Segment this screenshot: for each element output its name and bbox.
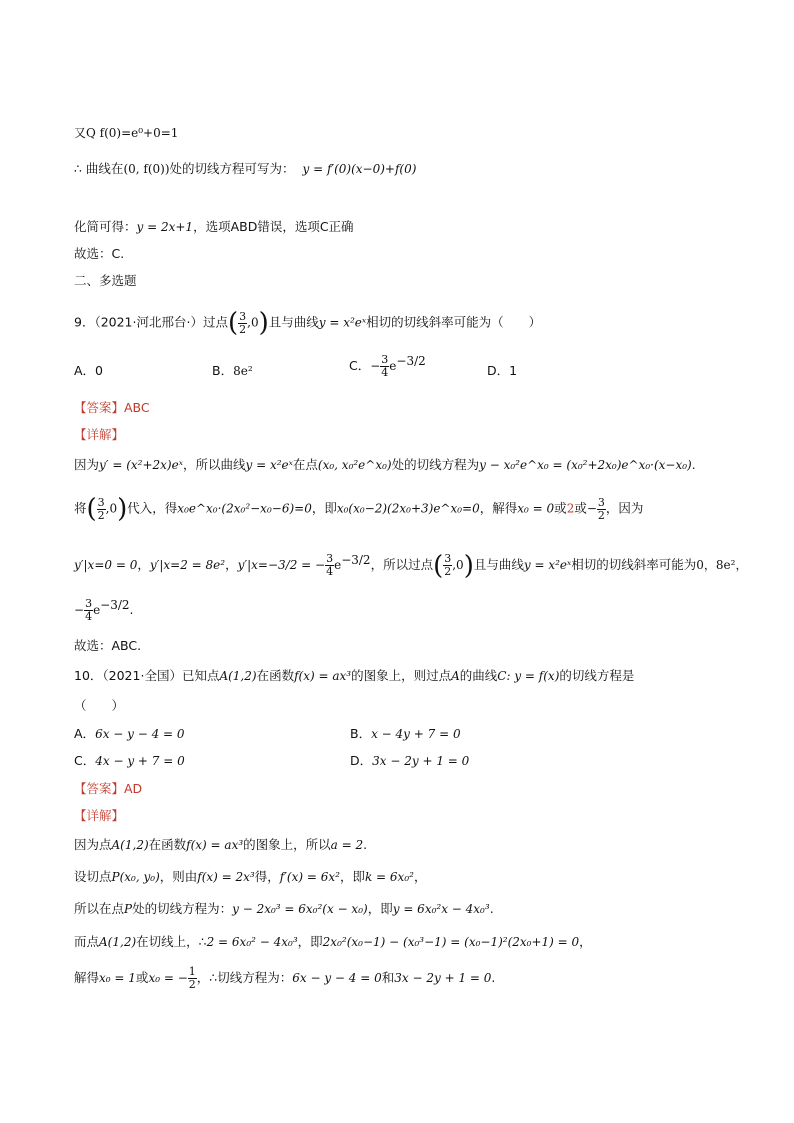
q10-option-d: D．3x − 2y + 1 = 0	[350, 753, 470, 768]
q10-step-5: 解得x₀ = 1或x₀ = − $\frac{1}{2}$ ，∴切线方程为：6x − y − 4 = 0和3x − 2y + 1 = 0.	[74, 965, 496, 991]
q9-step-1: 因为y′ = (x²+2x)eˣ，所以曲线y = x²eˣ在点(x₀, x₀²e^x₀)处的切线方程为y − x₀²e^x₀ = (x₀²+2x₀)e^x₀·(x−x₀).	[74, 457, 696, 472]
q9-step-3: y′|x=0 = 0，y′|x=2 = 8e²，y′|x=−3/2 = − $\frac{3}{4}$ $e^{-3/2}$，所以过点( $\frac{3}{2}$ ,0)且与曲线y = x²eˣ相切的切线斜率可能为0，8e²，	[74, 550, 748, 581]
line-3: 化简可得：y = 2x+1，选项ABD错误，选项C正确	[74, 219, 354, 234]
q10-detail-label: 【详解】	[74, 808, 125, 823]
q10-step-4: 而点A(1,2)在切线上，∴2 = 6x₀² − 4x₀³，即2x₀²(x₀−1) − (x₀³−1) = (x₀−1)²(2x₀+1) = 0，	[74, 934, 592, 949]
q9-answer: 【答案】ABC	[74, 400, 150, 415]
line-4: 故选：C.	[74, 246, 125, 261]
q10-paren: （ ）	[74, 698, 125, 713]
q9-step-4: − $\frac{3}{4}$ $e^{-3/2}$.	[74, 597, 134, 624]
q9-end: 故选：ABC.	[74, 638, 142, 653]
q10-stem: 10．（2021·全国）已知点A(1,2)在函数f(x) = ax³的图象上，则过点A的曲线C: y = f(x)的切线方程是	[74, 668, 635, 683]
q10-answer: 【答案】AD	[74, 781, 143, 796]
q9-step-2: 将( $\frac{3}{2}$ ,0)代入，得x₀e^x₀·(2x₀²−x₀−6)=0，即x₀(x₀−2)(2x₀+3)e^x₀=0，解得x₀ = 0或2或− $\frac{3}{2}$ ，因为	[74, 494, 644, 524]
q9-stem: 9．（2021·河北邢台·）过点( $\frac{3}{2}$ ,0)且与曲线y = x²eˣ相切的切线斜率可能为（ ）	[74, 308, 542, 338]
q10-step-1: 因为点A(1,2)在函数f(x) = ax³的图象上，所以a = 2.	[74, 837, 368, 852]
line-2: ∴ 曲线在(0, f(0))处的切线方程可写为： y = f′(0)(x−0)+f(0)	[74, 161, 417, 176]
q9-option-b: B．8e²	[212, 363, 253, 378]
line-1: 又Q f(0)=e⁰+0=1	[74, 126, 179, 140]
q10-option-b: B．x − 4y + 7 = 0	[350, 726, 461, 741]
q9-detail-label: 【详解】	[74, 427, 125, 442]
q9-option-d: D．1	[487, 363, 518, 378]
q10-step-3: 所以在点P处的切线方程为：y − 2x₀³ = 6x₀²(x − x₀)，即y = 6x₀²x − 4x₀³.	[74, 901, 494, 916]
fraction: $\frac{3}{2}$	[239, 309, 247, 336]
q9-option-a: A．0	[74, 363, 104, 378]
q10-step-2: 设切点P(x₀, y₀)，则由f(x) = 2x³得，f′(x) = 6x²，即k = 6x₀²，	[74, 869, 427, 884]
q10-option-a: A．6x − y − 4 = 0	[74, 726, 185, 741]
section-title: 二、多选题	[74, 273, 137, 288]
q10-option-c: C．4x − y + 7 = 0	[74, 753, 185, 768]
q9-option-c: C．− $\frac{3}{4}$ $e^{-3/2}$	[349, 353, 426, 380]
